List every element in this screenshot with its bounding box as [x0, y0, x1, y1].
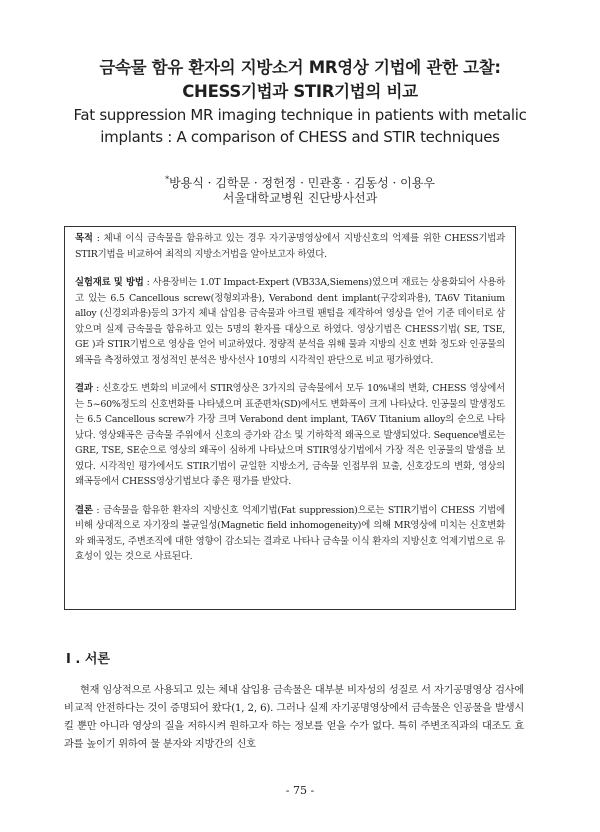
- methods-text: 사용장비는 1.0T Impact-Expert (VB33A,Siemens)였으며 재료는 상용화되어 사용하고 있는 6.5 Cancellous screw(정형외과용), Verabond dent implant(구강외과용), TA6V Titanium alloy (신경외과용)등의 3가지 체내 삽입용 금속물과 아크릴 팬텀을 제작하여 영상을 얻어 기준 데이터로 삼았으며 실제 금속물을 함유하고 있는 5명의 환자를 대상으로 하였다. 영상기법은 CHESS기법( SE, TSE, GE )과 STIR기법으로 영상을 얻어 비교하였다. 정량적 분석을 위해 물과 지방의 신호 변화 정도와 인공물의 왜곡을 측정하였고 정성적인 분석은 방사선사 10명의 시각적인 판단으로 비교 평가하였다.: [75, 277, 505, 366]
- purpose-label: 목적: [75, 233, 93, 244]
- abstract-methods: 실험재료 및 방법 : 사용장비는 1.0T Impact-Expert (VB33A,Siemens)였으며 재료는 상용화되어 사용하고 있는 6.5 Cancellous screw(정형외과용), Verabond dent implant(구강외과용), TA6V Titanium alloy (신경외과용)등의 3가지 체내 삽입용 금속물과 아크릴 팬텀을 제작하여 영상을 얻어 기준 데이터로 삼았으며 실제 금속물을 함유하고 있는 5명의 환자를 대상으로 하였다. 영상기법은 CHESS기법( SE, TSE, GE )과 STIR기법으로 영상을 얻어 비교하였다. 정량적 분석을 위해 물과 지방의 신호 변화 정도와 인공물의 왜곡을 측정하였고 정성적인 분석은 방사선사 10명의 시각적인 판단으로 비교 평가하였다.: [75, 277, 505, 366]
- purpose-text: 체내 이식 금속물을 함유하고 있는 경우 자기공명영상에서 지방신호의 억제를 위한 CHESS기법과 STIR기법을 비교하여 최적의 지방소거법을 알아보고자 하였다.: [75, 233, 505, 260]
- methods-label: 실험재료 및 방법: [75, 277, 144, 288]
- affiliation: 서울대학교병원 진단방사선과: [222, 191, 378, 205]
- english-title-line-2: implants : A comparison of CHESS and STIR techniques: [100, 128, 500, 146]
- abstract-results: 결과 : 신호강도 변화의 비교에서 STIR영상은 3가지의 금속물에서 모두 10%내의 변화, CHESS 영상에서는 5~60%정도의 신호변화를 나타냈으며 표준편차(SD)에서도 변화폭이 크게 나타났다. 인공물의 발생정도는 6.5 Cancellous screw가 가장 크며 Verabond dent implant, TA6V Titanium alloy의 순으로 나타났다. 영상왜곡은 금속물 주위에서 신호의 증가와 감소 및 기하학적 왜곡으로 발생되었다. Sequence별로는 GRE, TSE, SE순으로 영상의 왜곡이 심하게 나타났으며 STIR영상기법에서 가장 적은 인공물의 발생을 보였다. 시각적인 평가에서도 STIR기법이 균일한 지방소거, 금속물 인접부위 묘출, 신호강도의 변화, 영상의 왜곡등에서 CHESS영상기법보다 좋은 평가를 받았다.: [75, 383, 505, 487]
- korean-title: [40, 56, 560, 104]
- abstract-purpose: 목적 : 체내 이식 금속물을 함유하고 있는 경우 자기공명영상에서 지방신호의 억제를 위한 CHESS기법과 STIR기법을 비교하여 최적의 지방소거법을 알아보고자 하였다.: [75, 233, 505, 260]
- results-label: 결과: [75, 383, 93, 394]
- english-title-line-1: Fat suppression MR imaging technique in patients with metalic: [73, 106, 527, 124]
- page-number: - 75 -: [285, 784, 315, 797]
- korean-title-line-2: CHESS기법과 STIR기법의 비교: [182, 82, 418, 101]
- results-text: 신호강도 변화의 비교에서 STIR영상은 3가지의 금속물에서 모두 10%내의 변화, CHESS 영상에서는 5~60%정도의 신호변화를 나타냈으며 표준편차(SD)에서도 변화폭이 크게 나타났다. 인공물의 발생정도는 6.5 Cancellous screw가 가장 크며 Verabond dent implant, TA6V Titanium alloy의 순으로 나타났다. 영상왜곡은 금속물 주위에서 신호의 증가와 감소 및 기하학적 왜곡으로 발생되었다. Sequence별로는 GRE, TSE, SE순으로 영상의 왜곡이 심하게 나타났으며 STIR영상기법에서 가장 적은 인공물의 발생을 보였다. 시각적인 평가에서도 STIR기법이 균일한 지방소거, 금속물 인접부위 묘출, 신호강도의 변화, 영상의 왜곡등에서 CHESS영상기법보다 좋은 평가를 받았다.: [75, 383, 505, 487]
- conclusion-text: 금속물을 함유한 환자의 지방신호 억제기법(Fat suppression)으로는 STIR기법이 CHESS 기법에 비해 상대적으로 자기장의 불균일성(Magnetic field inhomogeneity)에 의해 MR영상에 미치는 신호변화와 왜곡정도, 주변조직에 대한 영향이 감소되는 결과로 나타나 금속물 이식 환자의 지방신호 억제기법으로 유효성이 있는 것으로 사료된다.: [75, 504, 505, 562]
- introduction-paragraph: 현재 임상적으로 사용되고 있는 체내 삽입용 금속물은 대부분 비자성의 성질로 서 자기공명영상 검사에 비교적 안전하다는 것이 증명되어 왔다(1, 2, 6). 그러나 실제 자기공명영상에서 금속물은 인공물을 발생시킬 뿐만 아니라 영상의 질을 저하시켜 원하고자 하는 정보를 얻을 수가 없다. 특히 주변조직과의 대조도 효과를 높이기 위하여 물 분자와 지방간의 신호: [64, 685, 524, 750]
- conclusion-label: 결론: [75, 504, 93, 516]
- abstract-conclusion: 결론 : 금속물을 함유한 환자의 지방신호 억제기법(Fat suppression)으로는 STIR기법이 CHESS 기법에 비해 상대적으로 자기장의 불균일성(Magnetic field inhomogeneity)에 의해 MR영상에 미치는 신호변화와 왜곡정도, 주변조직에 대한 영향이 감소되는 결과로 나타나 금속물 이식 환자의 지방신호 억제기법으로 유효성이 있는 것으로 사료된다.: [75, 504, 505, 562]
- english-title: [40, 104, 560, 148]
- section-heading-introduction: I . 서론: [66, 652, 110, 667]
- korean-title-line-1: 금속물 함유 환자의 지방소거 MR영상 기법에 관한 고찰:: [99, 58, 501, 77]
- corresponding-author-marker: *: [165, 175, 170, 184]
- abstract-box: [64, 226, 516, 610]
- author-names: 방용식 · 김학문 · 정헌정 · 민관홍 · 김동성 · 이용우: [169, 176, 435, 190]
